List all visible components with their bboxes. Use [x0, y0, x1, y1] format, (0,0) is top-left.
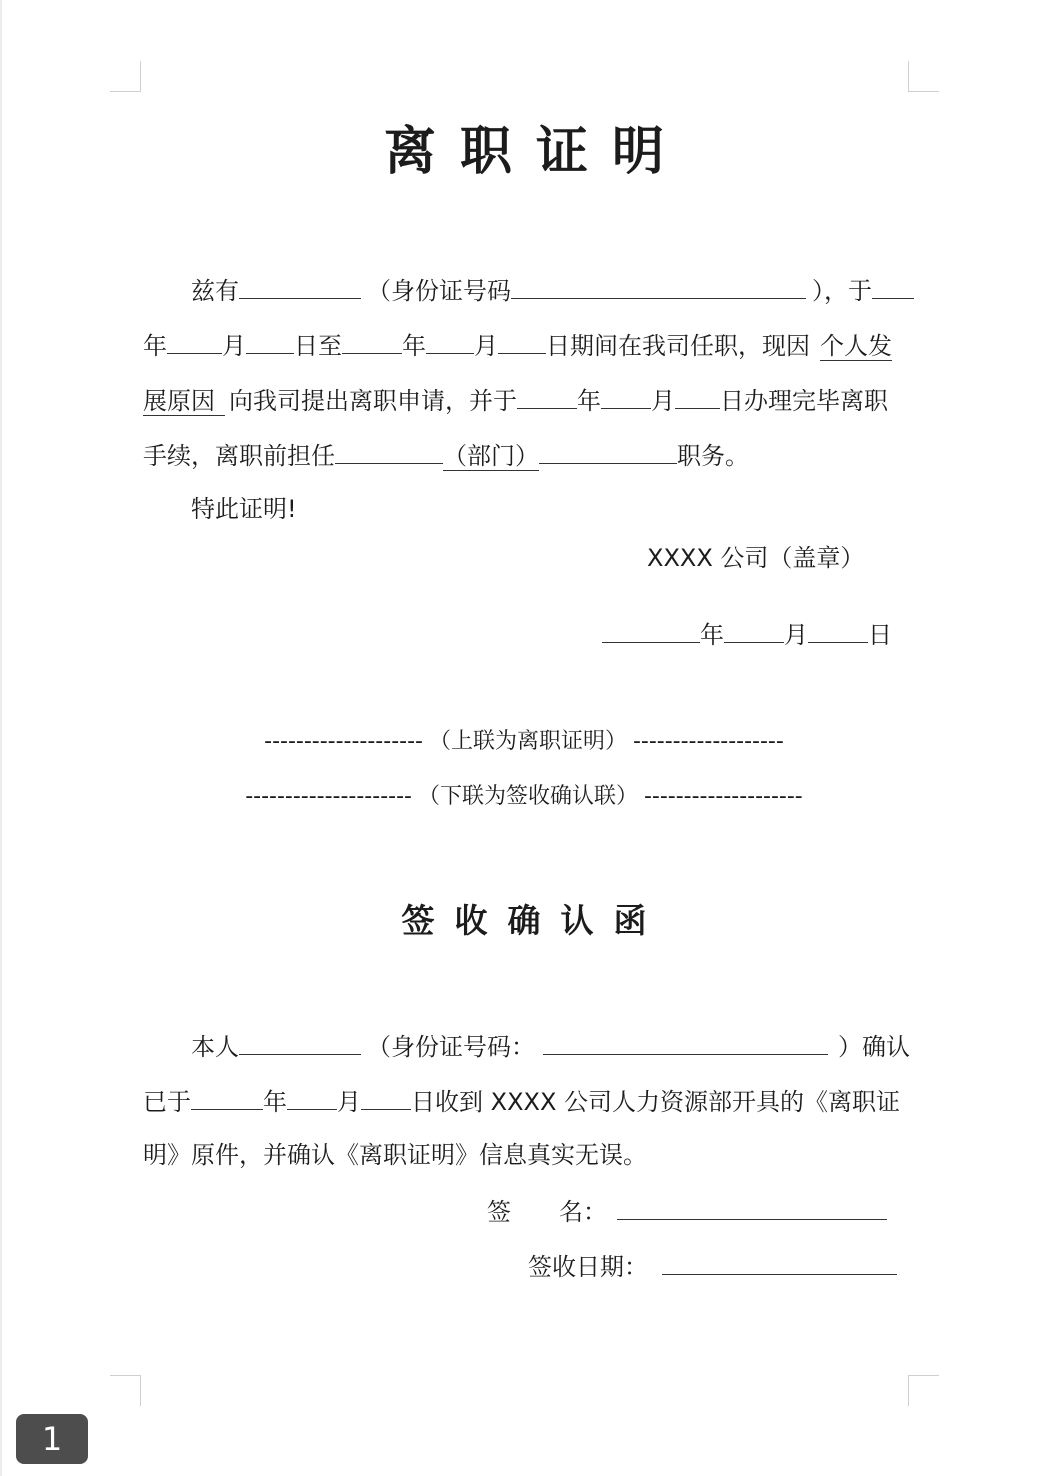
crop-mark-bottom-right — [908, 1375, 939, 1406]
cert-line-3 — [143, 382, 888, 418]
signature-label: 签 名： — [487, 1198, 607, 1226]
label-year-2: 年 — [402, 332, 426, 360]
sign-date-line — [528, 1248, 897, 1284]
divider-dash: -------------------- — [643, 784, 803, 809]
end-year-blank[interactable] — [342, 327, 402, 354]
resignation-text: 向我司提出离职申请，并于 — [229, 387, 517, 415]
cert-prefix: 兹有 — [191, 277, 239, 305]
end-month-blank[interactable] — [426, 327, 474, 354]
cert-line-1 — [191, 272, 914, 308]
label-year: 年 — [143, 332, 167, 360]
start-month-blank[interactable] — [246, 327, 294, 354]
receive-label-year: 年 — [263, 1088, 287, 1116]
receipt-line-1 — [191, 1028, 910, 1064]
upper-divider-label: （上联为离职证明） — [428, 729, 627, 754]
sign-date-blank[interactable] — [662, 1248, 897, 1275]
cert-close-paren: ），于 — [812, 277, 872, 305]
closing-line: 特此证明! — [191, 495, 297, 523]
receive-year-blank[interactable] — [191, 1083, 263, 1110]
label-day-to: 日至 — [294, 332, 342, 360]
leave-year-blank[interactable] — [517, 382, 577, 409]
lower-divider-label: （下联为签收确认联） — [417, 784, 638, 809]
id-number-blank[interactable] — [511, 272, 806, 299]
sign-date-label: 签收日期： — [528, 1253, 648, 1281]
department-blank[interactable] — [335, 437, 443, 464]
position-prefix: 手续，离职前担任 — [143, 442, 335, 470]
receipt-prefix: 本人 — [191, 1033, 239, 1061]
receipt-name-blank[interactable] — [239, 1028, 361, 1055]
reason-text-2[interactable]: 展原因 — [143, 387, 225, 416]
position-suffix: 职务。 — [677, 442, 749, 470]
receipt-title: 签收确认函 — [401, 901, 667, 940]
leave-month-blank[interactable] — [601, 382, 651, 409]
receipt-id-label: （身份证号码： — [367, 1033, 535, 1061]
document-title: 离职证明 — [383, 122, 688, 182]
issue-date-line — [602, 616, 892, 652]
issue-label-year: 年 — [700, 621, 724, 649]
cert-line-4 — [143, 437, 749, 473]
start-year-blank-a[interactable] — [872, 272, 914, 299]
divider-dash: --------------------- — [245, 784, 412, 809]
issue-day-blank[interactable] — [808, 616, 868, 643]
cert-line-2 — [143, 327, 892, 363]
signature-blank[interactable] — [617, 1193, 887, 1220]
issue-label-day: 日 — [868, 621, 892, 649]
crop-mark-bottom-left — [110, 1375, 141, 1406]
receipt-line-2 — [143, 1083, 900, 1119]
position-blank[interactable] — [539, 437, 677, 464]
label-month: 月 — [222, 332, 246, 360]
company-seal: XXXX 公司（盖章） — [647, 544, 865, 572]
crop-mark-top-right — [908, 61, 939, 92]
receive-text: 日收到 XXXX 公司人力资源部开具的《离职证 — [411, 1088, 901, 1116]
receive-day-blank[interactable] — [361, 1083, 411, 1110]
label-year-3: 年 — [577, 387, 601, 415]
receive-label-month: 月 — [337, 1088, 361, 1116]
department-label: （部门） — [443, 442, 539, 470]
receipt-line-3: 明》原件，并确认《离职证明》信息真实无误。 — [143, 1141, 647, 1169]
issue-label-month: 月 — [784, 621, 808, 649]
page-number-badge[interactable]: 1 — [16, 1414, 88, 1464]
crop-mark-top-left — [110, 61, 141, 92]
signature-line — [487, 1193, 887, 1229]
issue-year-blank[interactable] — [602, 616, 700, 643]
label-month-3: 月 — [651, 387, 675, 415]
divider-dash: -------------------- — [264, 729, 423, 754]
end-day-blank[interactable] — [498, 327, 546, 354]
procedure-text: 日办理完毕离职 — [720, 387, 888, 415]
employment-text: 日期间在我司任职，现因 — [546, 332, 810, 360]
divider-dash: ------------------- — [632, 729, 784, 754]
name-blank[interactable] — [239, 272, 361, 299]
receipt-confirm: ）确认 — [838, 1033, 910, 1061]
lower-divider — [0, 781, 1048, 813]
issue-month-blank[interactable] — [724, 616, 784, 643]
start-year-blank-b[interactable] — [167, 327, 222, 354]
label-month-2: 月 — [474, 332, 498, 360]
receive-month-blank[interactable] — [287, 1083, 337, 1110]
receipt-already: 已于 — [143, 1088, 191, 1116]
reason-text-1[interactable]: 个人发 — [820, 332, 892, 360]
receipt-id-blank[interactable] — [543, 1028, 828, 1055]
upper-divider — [0, 726, 1048, 758]
id-label: （身份证号码 — [367, 277, 511, 305]
leave-day-blank[interactable] — [675, 382, 720, 409]
